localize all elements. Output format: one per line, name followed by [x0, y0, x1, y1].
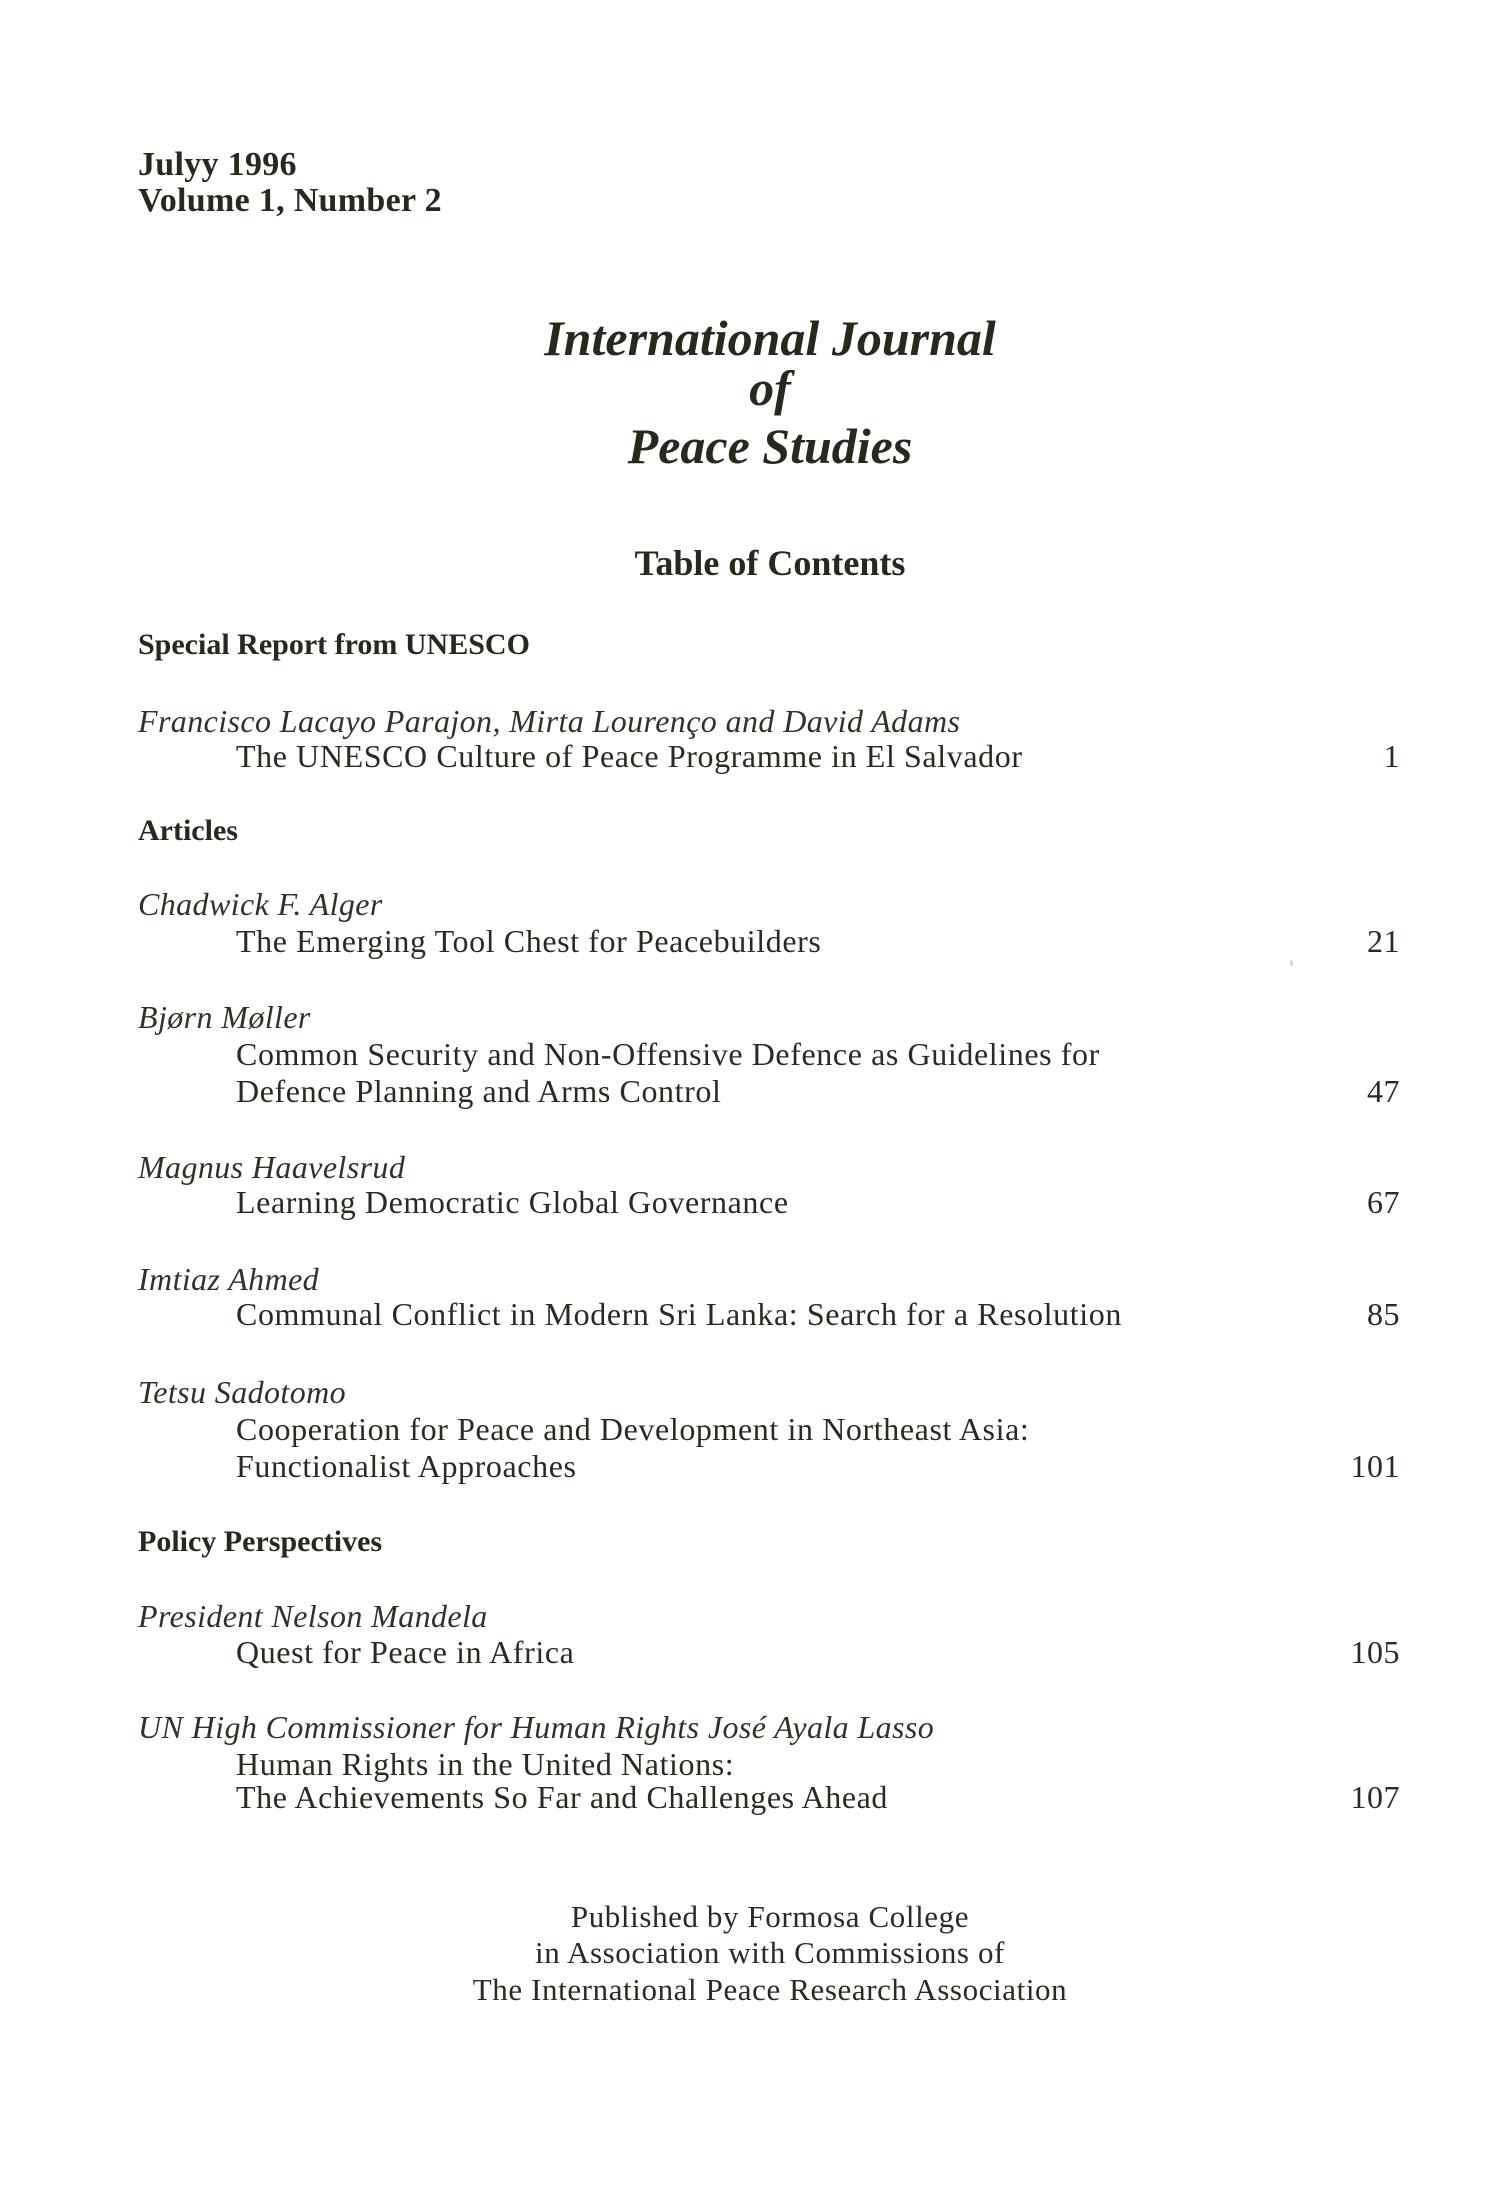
issue-volume: Volume 1, Number 2 — [138, 182, 442, 219]
entry-title-continued: Functionalist Approaches — [236, 1448, 577, 1484]
publisher-line-3: The International Peace Research Association — [472, 1972, 1068, 2007]
entry-authors: Tetsu Sadotomo — [138, 1374, 347, 1410]
entry-page-number: 85 — [1367, 1296, 1400, 1332]
journal-title-line-3: Peace Studies — [627, 418, 913, 474]
journal-title-line-2: of — [749, 360, 791, 416]
entry-page-number: 47 — [1367, 1073, 1400, 1109]
entry-authors: Bjørn Møller — [138, 999, 311, 1035]
entry-title: Common Security and Non-Offensive Defence as Guidelines for — [236, 1036, 1100, 1072]
entry-page-number: 101 — [1350, 1448, 1400, 1484]
entry-title: The Emerging Tool Chest for Peacebuilders — [236, 923, 822, 959]
entry-authors: Imtiaz Ahmed — [138, 1261, 320, 1297]
entry-title: Communal Conflict in Modern Sri Lanka: Search for a Resolution — [236, 1296, 1122, 1332]
section-heading-articles: Articles — [138, 814, 238, 847]
entry-title: Quest for Peace in Africa — [236, 1634, 575, 1670]
section-heading-policy-perspectives: Policy Perspectives — [138, 1525, 383, 1558]
entry-title: Learning Democratic Global Governance — [236, 1184, 789, 1220]
entry-page-number: 107 — [1350, 1779, 1400, 1815]
entry-page-number: 105 — [1350, 1634, 1400, 1670]
publisher-line-2: in Association with Commissions of — [535, 1935, 1005, 1970]
entry-page-number: 1 — [1383, 738, 1400, 774]
entry-page-number: 21 — [1367, 923, 1400, 959]
entry-authors: UN High Commissioner for Human Rights José Ayala Lasso — [138, 1709, 935, 1745]
entry-title: Cooperation for Peace and Development in Northeast Asia: — [236, 1411, 1030, 1447]
table-of-contents-heading: Table of Contents — [634, 543, 906, 583]
entry-title-continued: The Achievements So Far and Challenges Ahead — [236, 1779, 889, 1815]
scan-speck — [1290, 960, 1293, 966]
entry-title-continued: Defence Planning and Arms Control — [236, 1073, 722, 1109]
issue-date: Julyy 1996 — [138, 146, 297, 183]
entry-authors: Francisco Lacayo Parajon, Mirta Lourenço and David Adams — [138, 703, 961, 739]
journal-title-line-1: International Journal — [544, 310, 996, 366]
entry-authors: President Nelson Mandela — [138, 1598, 488, 1634]
section-heading-special-report: Special Report from UNESCO — [138, 628, 530, 661]
publisher-line-1: Published by Formosa College — [570, 1899, 970, 1934]
entry-page-number: 67 — [1367, 1184, 1400, 1220]
entry-title: The UNESCO Culture of Peace Programme in El Salvador — [236, 738, 1023, 774]
entry-authors: Chadwick F. Alger — [138, 886, 383, 922]
entry-title: Human Rights in the United Nations: — [236, 1746, 735, 1782]
entry-authors: Magnus Haavelsrud — [138, 1149, 406, 1185]
